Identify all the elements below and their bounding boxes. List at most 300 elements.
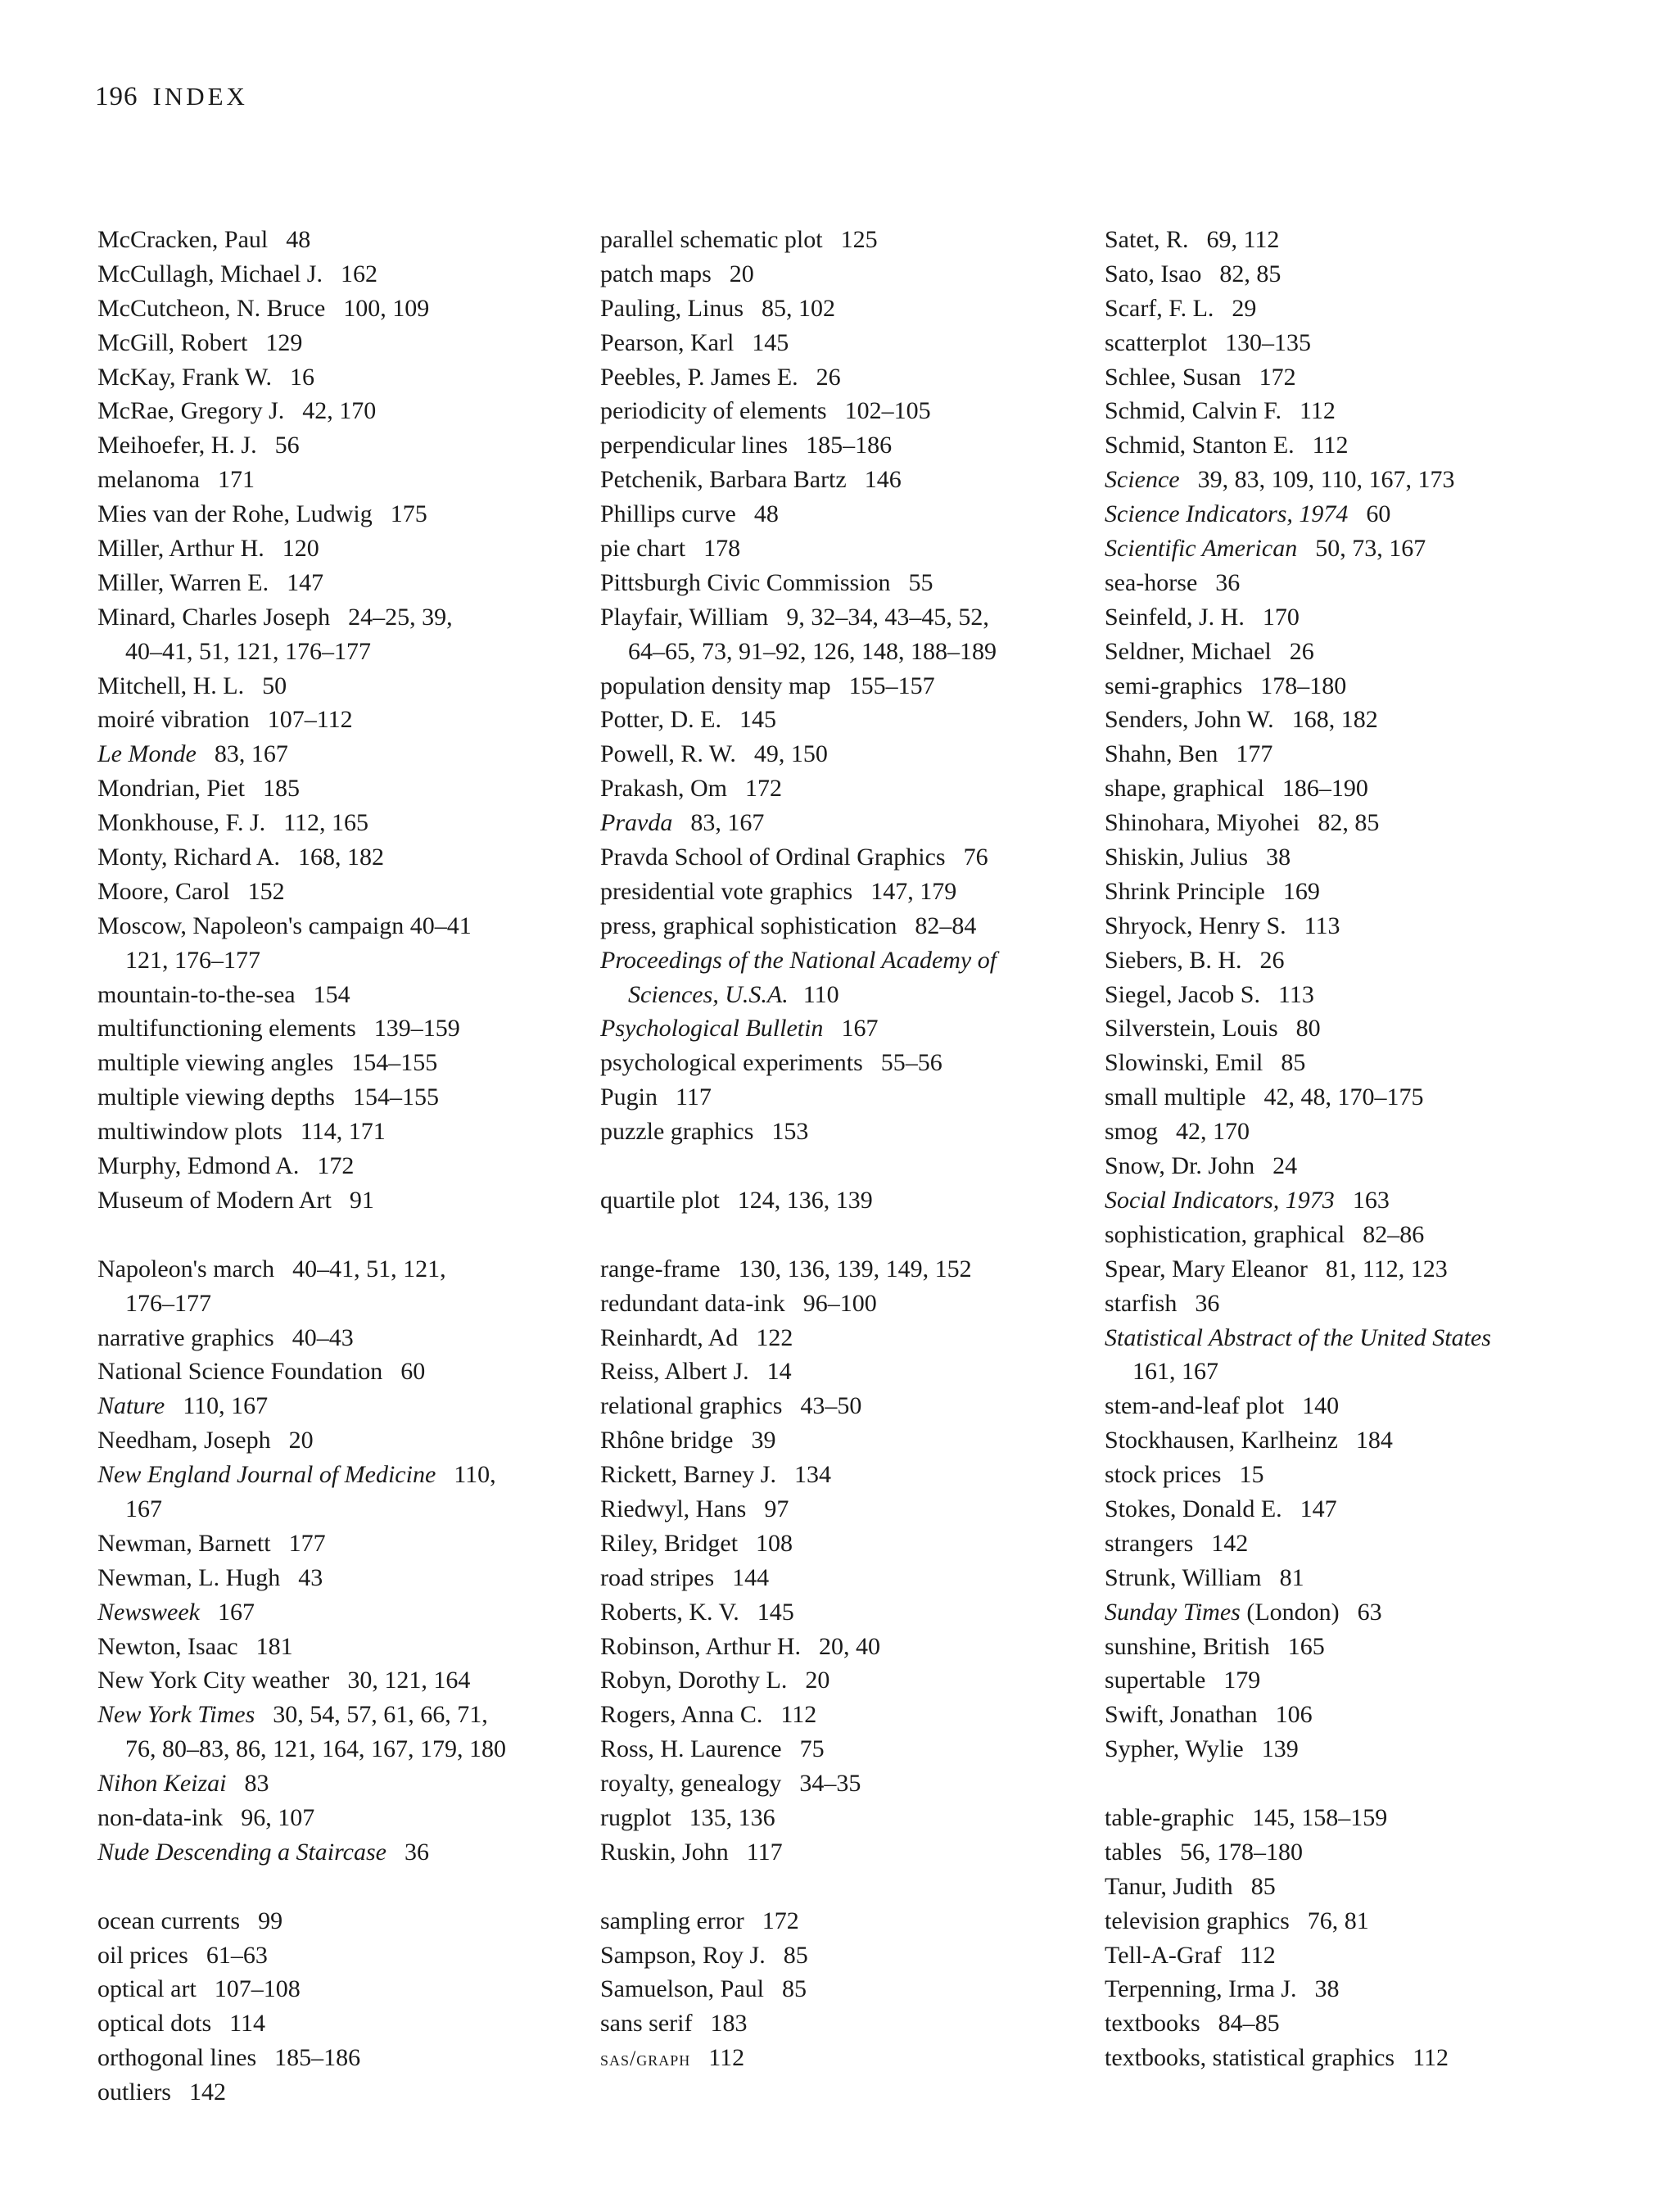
page-references: 172 [762,1907,799,1934]
index-entry [600,1663,1092,1698]
index-entry [1105,1046,1629,1080]
index-term: redundant data-ink [600,1289,785,1317]
index-entry [1105,1321,1629,1355]
page-references: 145 [757,1598,794,1626]
index-entry [1105,1252,1629,1287]
index-term: orthogonal lines [97,2044,257,2072]
page-references: 114, 171 [300,1118,386,1146]
page-references: 82, 85 [1219,260,1281,287]
index-term: 40–41, 51, 121, 176–177 [125,637,371,665]
index-entry [1105,1972,1629,2006]
index-entry [1105,1458,1629,1492]
index-entry [600,497,1092,532]
page-references: 81 [1279,1563,1304,1591]
index-term: McCracken, Paul [97,226,269,253]
index-entry [97,1252,589,1287]
page-references: 20 [288,1427,314,1454]
page-references: 38 [1314,1975,1340,2003]
index-entry [97,2006,589,2041]
index-entry [600,1252,1092,1287]
page-references: 146 [864,466,902,494]
index-term: 121, 176–177 [125,946,260,974]
page-references: 163 [1352,1186,1390,1214]
index-entry [97,1355,589,1389]
page-references: 177 [1236,740,1273,768]
index-entry [97,463,589,497]
page-references: 142 [1211,1529,1249,1557]
index-term: small multiple [1105,1083,1246,1111]
index-entry [97,875,589,909]
index-term: Peebles, P. James E. [600,363,798,391]
page-references: 110 [802,980,839,1008]
index-entry [600,771,1092,806]
index-term: Pearson, Karl [600,328,735,356]
index-term: parallel schematic plot [600,226,823,253]
index-term: Phillips curve [600,500,736,528]
index-column-3 [1105,223,1629,2075]
page-references: 178 [703,535,741,563]
index-entry-continuation [97,1492,589,1527]
index-entry [600,909,1092,943]
index-entry [600,1698,1092,1732]
index-term: Shryock, Henry S. [1105,911,1286,939]
index-entry [1105,223,1629,257]
index-entry [600,1046,1092,1080]
page-references: 38 [1266,844,1291,871]
index-term: Miller, Warren E. [97,568,269,596]
index-term: starfish [1105,1289,1178,1317]
section-gap [600,1870,1092,1904]
index-entry [1105,635,1629,669]
index-term: sas/graph [600,2047,691,2071]
index-term: ocean currents [97,1907,241,1934]
index-entry [1105,703,1629,737]
page-references: 75 [799,1735,825,1763]
index-term: range-frame [600,1255,721,1282]
page-references: 34–35 [799,1770,861,1798]
page-references: 91 [349,1186,374,1214]
index-entry [600,1595,1092,1630]
index-entry [1105,1732,1629,1766]
page-references: 24 [1272,1152,1298,1180]
index-entry [1105,2041,1629,2075]
page-references: 130, 136, 139, 149, 152 [738,1255,972,1282]
index-term: McKay, Frank W. [97,363,273,391]
page-references: 83, 167 [214,740,288,768]
index-term: road stripes [600,1563,715,1591]
index-entry-continuation [97,635,589,669]
index-term: stock prices [1105,1461,1222,1489]
index-term: Monty, Richard A. [97,844,281,871]
index-entry [600,1492,1092,1527]
page-references: 179 [1223,1667,1261,1694]
index-entry [1105,532,1629,566]
index-entry [97,532,589,566]
index-term: Moore, Carol [97,877,230,905]
index-column-2 [600,223,1092,2075]
page-references: 85 [1250,1872,1276,1900]
page-references: 36 [1195,1289,1220,1317]
index-entry [600,1458,1092,1492]
index-entry [97,1011,589,1046]
index-term: Sato, Isao [1105,260,1202,287]
index-entry [1105,771,1629,806]
index-term: Stokes, Donald E. [1105,1495,1282,1522]
index-entry [600,1080,1092,1115]
index-entry [97,1389,589,1423]
index-term: 76, 80–83, 86, 121, 164, 167, 179, 180 [125,1735,506,1763]
page-references: 50 [262,672,287,699]
index-term: Napoleon's march [97,1255,275,1282]
index-term: Miller, Arthur H. [97,535,264,563]
index-entry [600,600,1092,635]
section-gap [600,1218,1092,1252]
index-term: Robinson, Arthur H. [600,1632,802,1660]
index-entry [600,1904,1092,1938]
index-term: Shiskin, Julius [1105,844,1249,871]
index-term: Strunk, William [1105,1563,1262,1591]
index-entry [1105,1080,1629,1115]
page-references: 120 [282,535,319,563]
index-term: Newman, L. Hugh [97,1563,281,1591]
index-entry [1105,1287,1629,1321]
page-references: 172 [1259,363,1296,391]
page-references: 43–50 [800,1392,862,1420]
page-references: 39 [751,1427,776,1454]
index-entry [97,257,589,292]
index-term: periodicity of elements [600,397,827,425]
page-references: 129 [265,328,303,356]
page-references: 40–43 [292,1323,354,1351]
page-references: 36 [1215,568,1241,596]
index-entry [97,737,589,771]
index-entry [1105,1698,1629,1732]
index-entry-continuation [97,1732,589,1766]
page-references: 99 [258,1907,283,1934]
page-references: 162 [340,260,377,287]
index-term: scatterplot [1105,328,1207,356]
index-entry [600,463,1092,497]
page-references: 172 [744,775,782,803]
page-references: 130–135 [1224,328,1311,356]
index-term: Monkhouse, F. J. [97,809,266,837]
index-entry [600,1732,1092,1766]
index-entry [1105,1904,1629,1938]
index-entry [600,1287,1092,1321]
index-entry [600,1321,1092,1355]
index-term: Rhône bridge [600,1427,734,1454]
index-term: Siebers, B. H. [1105,946,1242,974]
page-references: 140 [1302,1392,1340,1420]
index-entry [1105,669,1629,703]
page-references: 183 [710,2010,748,2038]
page-references: 154–155 [352,1083,439,1111]
index-entry [97,600,589,635]
index-term: Samuelson, Paul [600,1975,764,2003]
index-entry [1105,394,1629,428]
index-entry [600,1801,1092,1835]
page-references: 14 [766,1358,792,1386]
page-references: 26 [1289,637,1314,665]
index-entry [600,1835,1092,1870]
page-references: 112 [1413,2044,1449,2072]
index-term: Sciences, U.S.A. [628,980,789,1008]
page-references: 165 [1287,1632,1325,1660]
index-entry [600,1115,1092,1149]
index-term: Stockhausen, Karlheinz [1105,1427,1338,1454]
index-term: shape, graphical [1105,775,1264,803]
page-references: 49, 150 [753,740,828,768]
index-entry [600,875,1092,909]
index-term: Reinhardt, Ad [600,1323,739,1351]
index-term: Prakash, Om [600,775,727,803]
index-entry [97,978,589,1012]
page-references: 82–84 [915,911,977,939]
page-references: 177 [288,1529,326,1557]
index-term: sans serif [600,2010,693,2038]
index-term: 161, 167 [1132,1358,1218,1386]
index-entry [1105,978,1629,1012]
page-references: 185–186 [806,432,893,459]
index-entry [600,1630,1092,1664]
index-term: Nature [97,1392,165,1420]
index-entry [600,257,1092,292]
index-entry [600,360,1092,395]
index-entry [1105,943,1629,978]
index-term: Tanur, Judith [1105,1872,1233,1900]
page-references: 69, 112 [1206,226,1280,253]
page-references: 107–108 [214,1975,301,2003]
index-entry [1105,1115,1629,1149]
page-references: 16 [290,363,315,391]
index-term: Shinohara, Miyohei [1105,809,1300,837]
index-term: puzzle graphics [600,1118,754,1146]
index-term: New York Times [97,1701,255,1729]
page-references: 43 [298,1563,323,1591]
index-entry [1105,737,1629,771]
index-entry [1105,360,1629,395]
index-entry [97,840,589,875]
index-entry [97,771,589,806]
index-entry [1105,1835,1629,1870]
index-entry [600,1389,1092,1423]
page-references: 168, 182 [1291,706,1378,734]
index-term: moiré vibration [97,706,250,734]
index-term: Pravda [600,809,673,837]
index-term: Meihoefer, H. J. [97,432,257,459]
index-term: textbooks, statistical graphics [1105,2044,1395,2072]
page-references: 185–186 [274,2044,361,2072]
page-references: 63 [1357,1598,1382,1626]
page-references: 185 [263,775,300,803]
index-entry [97,223,589,257]
page-references: 15 [1239,1461,1264,1489]
index-entry [97,566,589,600]
index-term: Sunday Times [1105,1598,1241,1626]
index-term: Ruskin, John [600,1838,729,1866]
index-term: Newman, Barnett [97,1529,271,1557]
index-entry [1105,1801,1629,1835]
index-term: population density map [600,672,831,699]
page-references: 184 [1355,1427,1393,1454]
index-entry [600,1561,1092,1595]
index-term: Murphy, Edmond A. [97,1152,300,1180]
page-references: 117 [676,1083,712,1111]
index-term: McCutcheon, N. Bruce [97,294,326,322]
page-references: 186–190 [1281,775,1368,803]
page-references: 56, 178–180 [1179,1838,1303,1866]
index-entry [97,1630,589,1664]
index-term: McCullagh, Michael J. [97,260,323,287]
page-references: 112 [1299,397,1336,425]
page-references: 82, 85 [1318,809,1380,837]
page-references: 48 [753,500,779,528]
index-term: Spear, Mary Eleanor [1105,1255,1308,1282]
index-term: melanoma [97,466,200,494]
index-term: Swift, Jonathan [1105,1701,1258,1729]
index-entry [97,703,589,737]
page-references: 55 [908,568,933,596]
index-entry [1105,600,1629,635]
index-entry [1105,875,1629,909]
page-references: 20, 40 [819,1632,881,1660]
index-entry [1105,840,1629,875]
page-references: 144 [732,1563,770,1591]
index-term: sampling error [600,1907,744,1934]
index-entry [600,428,1092,463]
index-term: Proceedings of the National Academy of [600,946,997,974]
index-term: Needham, Joseph [97,1427,271,1454]
page-references: 125 [840,226,878,253]
index-term: Psychological Bulletin [600,1015,824,1043]
index-term: supertable [1105,1667,1206,1694]
index-term: Slowinski, Emil [1105,1049,1263,1077]
page-references: 170 [1262,603,1300,631]
index-entry [600,326,1092,360]
index-entry [600,840,1092,875]
index-entry [97,1904,589,1938]
index-term: presidential vote graphics [600,877,853,905]
index-term: tables [1105,1838,1162,1866]
index-term: Siegel, Jacob S. [1105,980,1260,1008]
index-term: table-graphic [1105,1803,1235,1831]
index-entry [1105,1870,1629,1904]
index-term: Reiss, Albert J. [600,1358,749,1386]
index-term: multiple viewing angles [97,1049,334,1077]
index-term: Silverstein, Louis [1105,1015,1278,1043]
page-references: 29 [1232,294,1257,322]
index-entry [600,1527,1092,1561]
page-references: 9, 32–34, 43–45, 52, [786,603,989,631]
page-references: 145 [739,706,776,734]
index-entry [97,326,589,360]
index-entry [1105,428,1629,463]
index-entry [600,1766,1092,1801]
index-entry [97,1766,589,1801]
index-term: royalty, genealogy [600,1770,782,1798]
index-term: Social Indicators, 1973 [1105,1186,1335,1214]
index-entry [97,1527,589,1561]
index-term: Mitchell, H. L. [97,672,245,699]
index-entry [600,806,1092,840]
page-references: 85 [783,1941,808,1969]
page-references: 113 [1277,980,1314,1008]
index-term: Schlee, Susan [1105,363,1241,391]
index-term: National Science Foundation [97,1358,383,1386]
index-entry [97,1972,589,2006]
page-references: 178–180 [1260,672,1347,699]
page-references: 82–86 [1363,1220,1425,1248]
page-references: 76 [963,844,988,871]
index-entry [97,669,589,703]
index-term: rugplot [600,1803,671,1831]
index-entry [600,1355,1092,1389]
index-entry-continuation [600,635,1092,669]
index-term: Senders, John W. [1105,706,1274,734]
index-entry [1105,1423,1629,1458]
page-references: 85 [782,1975,807,2003]
page-references: 42, 48, 170–175 [1263,1083,1424,1111]
index-entry [97,1835,589,1870]
page-references: 60 [1366,500,1391,528]
index-entry [600,737,1092,771]
page-references: 112 [1239,1941,1276,1969]
index-term: Scarf, F. L. [1105,294,1214,322]
index-entry [97,1115,589,1149]
index-term: outliers [97,2079,171,2106]
page-references: 112 [708,2044,745,2072]
page-references: 114 [229,2010,266,2038]
page-references: 172 [317,1152,355,1180]
page-title: INDEX [152,82,248,111]
page-references: 110, 167 [183,1392,269,1420]
index-entry [600,943,1092,978]
index-term: Newton, Isaac [97,1632,238,1660]
index-entry [600,703,1092,737]
page-references: 139–159 [373,1015,460,1043]
index-term: 167 [125,1495,162,1522]
index-term: Ross, H. Laurence [600,1735,782,1763]
index-term: 64–65, 73, 91–92, 126, 148, 188–189 [628,637,997,665]
index-entry [1105,1389,1629,1423]
index-term: Mies van der Rohe, Ludwig [97,500,373,528]
page-references: 139 [1261,1735,1299,1763]
page-references: 96–100 [802,1289,877,1317]
index-term: narrative graphics [97,1323,274,1351]
index-term: Potter, D. E. [600,706,721,734]
section-gap [600,1149,1092,1183]
index-term: Riedwyl, Hans [600,1495,747,1522]
running-head [95,82,248,112]
index-term: Science [1105,466,1180,494]
index-entry [600,223,1092,257]
index-entry [97,1595,589,1630]
index-entry [97,1938,589,1973]
index-term: Nude Descending a Staircase [97,1838,386,1866]
index-term: New York City weather [97,1667,330,1694]
page-references: 152 [247,877,285,905]
index-entry [600,1938,1092,1973]
page-references: 55–56 [880,1049,942,1077]
index-term: quartile plot [600,1186,720,1214]
page-references: 168, 182 [298,844,385,871]
index-term: sophistication, graphical [1105,1220,1345,1248]
index-entry [600,292,1092,326]
index-entry [1105,1630,1629,1664]
index-term: television graphics [1105,1907,1290,1934]
index-term: Snow, Dr. John [1105,1152,1255,1180]
index-entry [600,1972,1092,2006]
